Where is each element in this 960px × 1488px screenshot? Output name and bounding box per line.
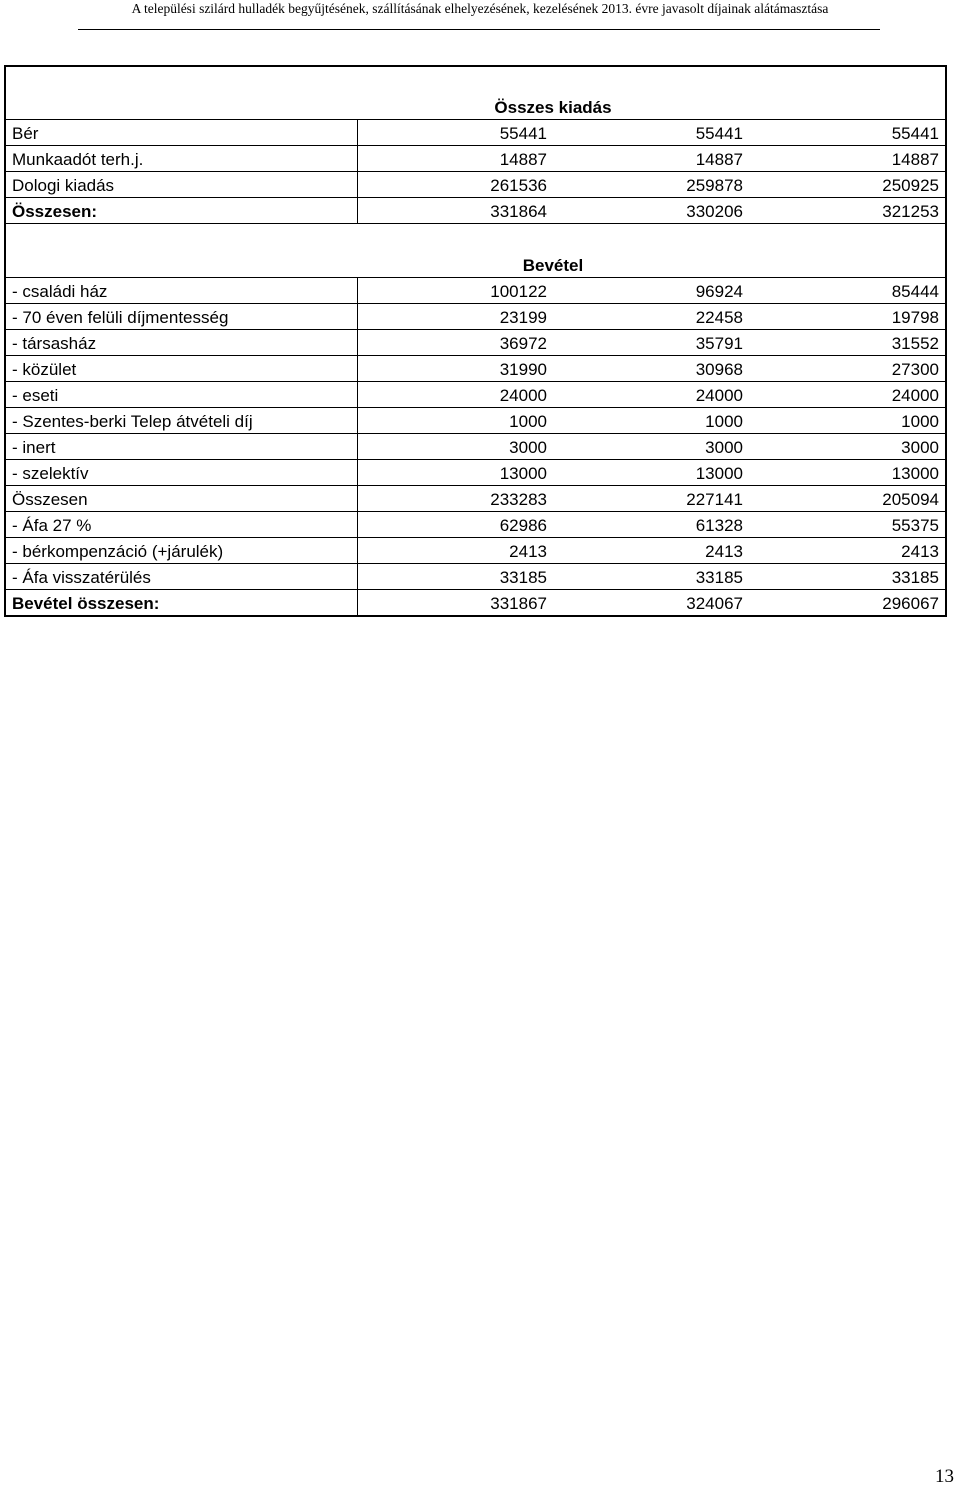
table-row [6,171,945,197]
cell-value: 22458 [553,303,749,329]
row-label: Bér [6,119,357,145]
row-label: - családi ház [6,277,357,303]
row-label: Összesen [6,485,357,511]
cell-value: 13000 [357,459,553,485]
cell-value: 55441 [553,119,749,145]
cell-value: 205094 [749,485,945,511]
cell-value: 2413 [357,537,553,563]
cell-value: 33185 [553,563,749,589]
expenses-title: Összes kiadás [357,93,749,119]
cell-value: 27300 [749,355,945,381]
table-row [6,355,945,381]
cell-value: 36972 [357,329,553,355]
cell-value: 331867 [490,594,547,613]
cell-value: 31552 [749,329,945,355]
row-label: Dologi kiadás [6,171,357,197]
cell-value: 100122 [357,277,553,303]
row-label: - közület [6,355,357,381]
cell-value: 55441 [749,119,945,145]
cell-value: 14887 [749,145,945,171]
cell-value: 13000 [553,459,749,485]
table-row [6,197,945,223]
table-row [6,563,945,589]
table-row [6,511,945,537]
cell-value: 19798 [749,303,945,329]
cell-value: 296067 [882,594,939,613]
row-label: Összesen: [6,197,357,223]
cell-value: 331864 [357,197,553,223]
cell-value: 3000 [357,433,553,459]
budget-table [4,65,947,617]
row-label: - 70 éven felüli díjmentesség [6,303,357,329]
row-label: - szelektív [6,459,357,485]
page-number: 13 [935,1466,954,1487]
header-rule [78,29,880,30]
cell-value: 14887 [553,145,749,171]
cell-value: 330206 [553,197,749,223]
cell-value: 61328 [553,511,749,537]
cell-value: 33185 [357,563,553,589]
cell-value: 30968 [553,355,749,381]
row-label: - Áfa 27 % [6,511,357,537]
cell-value: 250925 [749,171,945,197]
income-title: Bevétel [357,251,749,277]
running-header: A települési szilárd hulladék begyűjtésének, szállításának elhelyezésének, kezelésének 2013. évre javasolt díjainak alátámasztása [131,1,829,16]
cell-value: 324067 [686,594,743,613]
cell-value: 233283 [357,485,553,511]
cell-value: 1000 [749,407,945,433]
cell-value: 24000 [553,381,749,407]
cell-value: 55441 [357,119,553,145]
table-row [6,433,945,459]
row-label: Bevétel összesen: [6,589,357,615]
cell-value: 96924 [553,277,749,303]
table-row [6,329,945,355]
row-label: - társasház [6,329,357,355]
table-row [6,537,945,563]
cell-value: 3000 [749,433,945,459]
table-row [6,407,945,433]
cell-value: 24000 [357,381,553,407]
table-row [6,145,945,171]
cell-value: 1000 [357,407,553,433]
row-label: - inert [6,433,357,459]
row-label: - Áfa visszatérülés [6,563,357,589]
table-row [6,303,945,329]
cell-value: 259878 [553,171,749,197]
table-row [6,485,945,511]
table-row [6,277,945,303]
table-row [6,381,945,407]
cell-value: 3000 [553,433,749,459]
table-row [6,119,945,145]
row-label: - Szentes-berki Telep átvételi díj [6,407,357,433]
row-label: - bérkompenzáció (+járulék) [6,537,357,563]
cell-value: 14887 [357,145,553,171]
row-label: - eseti [6,381,357,407]
cell-value: 23199 [357,303,553,329]
cell-value: 2413 [553,537,749,563]
cell-value: 321253 [749,197,945,223]
cell-value: 24000 [749,381,945,407]
cell-value: 227141 [553,485,749,511]
cell-value: 62986 [357,511,553,537]
table-row [6,589,945,615]
cell-value: 1000 [553,407,749,433]
row-label: Munkaadót terh.j. [6,145,357,171]
cell-value: 85444 [749,277,945,303]
table-row [6,459,945,485]
cell-value: 261536 [357,171,553,197]
cell-value: 33185 [749,563,945,589]
cell-value: 55375 [749,511,945,537]
cell-value: 2413 [749,537,945,563]
cell-value: 13000 [749,459,945,485]
cell-value: 31990 [357,355,553,381]
cell-value: 35791 [553,329,749,355]
